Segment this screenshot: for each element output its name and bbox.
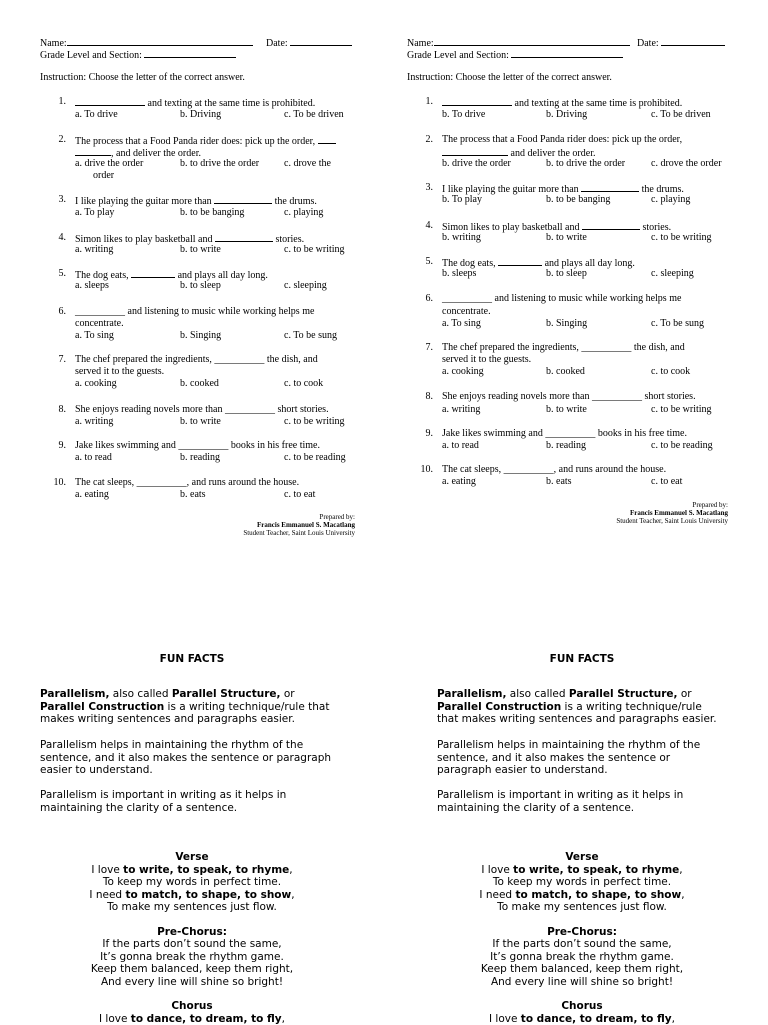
option-a[interactable]: a. To drive xyxy=(75,109,118,120)
question-number: 8. xyxy=(425,391,433,402)
question-number: 4. xyxy=(58,232,66,243)
grade-label: Grade Level and Section: xyxy=(407,50,509,61)
question-number: 7. xyxy=(58,354,66,365)
option-a[interactable]: a. cooking xyxy=(75,378,117,389)
teacher-name: Francis Emmanuel S. Macatlang xyxy=(257,521,355,529)
option-c[interactable]: c. drove the xyxy=(284,158,331,169)
question-number: 2. xyxy=(425,134,433,145)
option-b[interactable]: b. Driving xyxy=(546,109,588,120)
grade-line xyxy=(144,48,236,58)
date-field[interactable] xyxy=(637,36,725,50)
worksheet-left xyxy=(0,0,384,1024)
prepared-label: Prepared by: xyxy=(319,513,355,521)
option-c-wrap: order xyxy=(93,170,115,181)
option-a[interactable]: a. eating xyxy=(75,489,109,500)
teacher-role: Student Teacher, Saint Louis University xyxy=(616,517,728,525)
verse-heading: Verse xyxy=(175,851,209,863)
question-text: Simon likes to play basketball and stories. xyxy=(75,234,305,245)
option-c[interactable]: c. sleeping xyxy=(284,280,327,291)
option-b[interactable]: b. eats xyxy=(180,489,206,500)
name-label: Name: xyxy=(40,38,67,49)
verse-heading: Verse xyxy=(565,851,599,863)
option-a[interactable]: a. to read xyxy=(442,440,479,451)
question-number: 5. xyxy=(425,256,433,267)
question-text: The chef prepared the ingredients, __________ the dish, and xyxy=(442,342,685,353)
option-c[interactable]: c. to be reading xyxy=(651,440,713,451)
option-c[interactable]: c. to be writing xyxy=(284,244,345,255)
question-text: Simon likes to play basketball and stories. xyxy=(442,222,672,233)
option-a[interactable]: a. sleeps xyxy=(75,280,109,291)
question-text-line2: concentrate. xyxy=(75,318,124,329)
option-c[interactable]: c. to be reading xyxy=(284,452,346,463)
pre-chorus-heading: Pre-Chorus: xyxy=(157,925,227,938)
option-a[interactable]: a. writing xyxy=(442,404,481,415)
grade-field[interactable] xyxy=(40,48,236,62)
option-b[interactable]: b. reading xyxy=(546,440,586,451)
question-text: The dog eats, and plays all day long. xyxy=(75,270,268,281)
date-line xyxy=(290,36,352,46)
option-a[interactable]: a. eating xyxy=(442,476,476,487)
question-text: The cat sleeps, __________, and runs around the house. xyxy=(442,464,667,475)
date-field[interactable] xyxy=(266,36,352,50)
date-label: Date: xyxy=(637,38,659,49)
question-number: 3. xyxy=(58,194,66,205)
question-text: and texting at the same time is prohibited. xyxy=(75,96,315,110)
question-number: 5. xyxy=(58,268,66,279)
name-line xyxy=(67,36,253,46)
question-number: 9. xyxy=(58,440,66,451)
question-number: 7. xyxy=(425,342,433,353)
question-text: Jake likes swimming and __________ books in his free time. xyxy=(442,428,687,439)
question-text-line2: , and deliver the order. xyxy=(75,146,201,160)
question-text: She enjoys reading novels more than __________ short stories. xyxy=(442,391,696,402)
question-text: __________ and listening to music while working helps me xyxy=(75,306,315,317)
instruction: Instruction: Choose the letter of the correct answer. xyxy=(40,72,245,83)
option-c[interactable]: c. to eat xyxy=(284,489,316,500)
option-b[interactable]: b. to be banging xyxy=(180,207,245,218)
question-text: The cat sleeps, __________, and runs around the house. xyxy=(75,477,300,488)
fun-fact-paragraph-1: Parallelism, also called Parallel Structure, or Parallel Construction is a writing technique/rule that makes writing sentences and paragraphs easier. xyxy=(437,688,717,725)
question-text-line2: served it to the guests. xyxy=(442,354,532,365)
song-lyrics: Verse I love to write, to speak, to rhyme, To keep my words in perfect time. I need to match, to shape, to show, To make my sentences just flow. Pre-Chorus: If the parts don’t sound the same, It’s gonna break the rhythm game. Keep them balanced, keep them right, And every line will shine so bright! Chorus I love to dance, to dream, to fly, xyxy=(32,851,352,1025)
option-b[interactable]: b. to write xyxy=(180,244,221,255)
option-b[interactable]: b. to drive the order xyxy=(546,158,626,169)
option-c[interactable]: c. playing xyxy=(284,207,324,218)
option-a[interactable]: a. to read xyxy=(75,452,112,463)
option-a[interactable]: a. drive the order xyxy=(75,158,144,169)
question-text: The process that a Food Panda rider does: pick up the order, xyxy=(442,134,683,145)
option-a[interactable]: a. writing xyxy=(75,416,114,427)
question-text: The process that a Food Panda rider does: pick up the order, xyxy=(75,134,336,148)
option-a[interactable]: b. sleeps xyxy=(442,268,477,279)
question-text: The chef prepared the ingredients, __________ the dish, and xyxy=(75,354,318,365)
date-label: Date: xyxy=(266,38,288,49)
option-b[interactable]: b. Singing xyxy=(180,330,222,341)
option-a[interactable]: b. To drive xyxy=(442,109,486,120)
song-lyrics: Verse I love to write, to speak, to rhyme, To keep my words in perfect time. I need to match, to shape, to show, To make my sentences just flow. Pre-Chorus: If the parts don’t sound the same, It’s gonna break the rhythm game. Keep them balanced, keep them right, And every line will shine so bright! Chorus I love to dance, to dream, to fly, xyxy=(422,851,742,1025)
question-number: 6. xyxy=(58,306,66,317)
question-number: 6. xyxy=(425,293,433,304)
chorus-heading: Chorus xyxy=(561,1000,603,1012)
option-b[interactable]: b. to sleep xyxy=(180,280,221,291)
option-b[interactable]: b. reading xyxy=(180,452,220,463)
question-text: She enjoys reading novels more than __________ short stories. xyxy=(75,404,329,415)
option-b[interactable]: b. eats xyxy=(546,476,572,487)
option-c[interactable]: c. To be sung xyxy=(284,330,337,341)
name-label: Name: xyxy=(407,38,434,49)
option-b[interactable]: b. to write xyxy=(180,416,221,427)
fun-fact-paragraph-2: Parallelism helps in maintaining the rhythm of the sentence, and it also makes the sentence or paragraph easier to understand. xyxy=(437,739,701,776)
chorus-heading: Chorus xyxy=(171,1000,213,1012)
option-b[interactable]: b. cooked xyxy=(546,366,585,377)
option-a[interactable]: b. drive the order xyxy=(442,158,511,169)
question-text: I like playing the guitar more than the drums. xyxy=(75,196,317,207)
question-text: Jake likes swimming and __________ books in his free time. xyxy=(75,440,320,451)
question-number: 2. xyxy=(58,134,66,145)
option-b[interactable]: b. Singing xyxy=(546,318,588,329)
option-a[interactable]: a. To play xyxy=(75,207,115,218)
grade-label: Grade Level and Section: xyxy=(40,50,142,61)
prepared-by xyxy=(155,513,355,537)
fun-facts-title: FUN FACTS xyxy=(549,653,615,665)
option-b[interactable]: b. Driving xyxy=(180,109,222,120)
question-number: 10. xyxy=(420,464,433,475)
fun-fact-paragraph-2: Parallelism helps in maintaining the rhythm of the sentence, and it also makes the sentence or paragraph easier to understand. xyxy=(40,739,332,776)
option-b[interactable]: b. to sleep xyxy=(546,268,587,279)
question-number: 4. xyxy=(425,220,433,231)
date-line xyxy=(661,36,725,46)
option-c[interactable]: c. to eat xyxy=(651,476,683,487)
option-a[interactable]: a. writing xyxy=(75,244,114,255)
question-number: 10. xyxy=(53,477,66,488)
question-number: 1. xyxy=(425,96,433,107)
prepared-label: Prepared by: xyxy=(692,501,728,509)
option-c[interactable]: c. To be sung xyxy=(651,318,704,329)
question-text: I like playing the guitar more than the drums. xyxy=(442,184,684,195)
option-b[interactable]: b. to drive the order xyxy=(180,158,260,169)
option-a[interactable]: b. To play xyxy=(442,194,482,205)
question-number: 9. xyxy=(425,428,433,439)
fun-facts-title: FUN FACTS xyxy=(159,653,225,665)
name-line xyxy=(434,36,630,46)
option-c[interactable]: c. to cook xyxy=(651,366,691,377)
option-a[interactable]: a. To sing xyxy=(442,318,481,329)
question-text: The dog eats, and plays all day long. xyxy=(442,258,635,269)
teacher-name: Francis Emmanuel S. Macatlang xyxy=(630,509,728,517)
option-c[interactable]: c. to be writing xyxy=(284,416,345,427)
option-c[interactable]: c. sleeping xyxy=(651,268,694,279)
grade-line xyxy=(511,48,623,58)
option-c[interactable]: c. To be driven xyxy=(651,109,711,120)
question-text-line2: served it to the guests. xyxy=(75,366,165,377)
option-c[interactable]: c. to be writing xyxy=(651,404,712,415)
fun-fact-paragraph-1: Parallelism, also called Parallel Structure, or Parallel Construction is a writing technique/rule that makes writing sentences and paragraphs easier. xyxy=(40,688,330,725)
question-text-line2: concentrate. xyxy=(442,306,491,317)
grade-field[interactable] xyxy=(407,48,623,62)
option-b[interactable]: b. to write xyxy=(546,232,587,243)
option-b[interactable]: b. cooked xyxy=(180,378,219,389)
instruction: Instruction: Choose the letter of the correct answer. xyxy=(407,72,612,83)
question-number: 3. xyxy=(425,182,433,193)
option-c[interactable]: c. to be writing xyxy=(651,232,712,243)
option-c[interactable]: c. to cook xyxy=(284,378,324,389)
worksheet-right xyxy=(384,0,768,1024)
question-number: 1. xyxy=(58,96,66,107)
option-a[interactable]: a. cooking xyxy=(442,366,484,377)
question-text: __________ and listening to music while working helps me xyxy=(442,293,682,304)
option-b[interactable]: b. to write xyxy=(546,404,587,415)
fun-fact-paragraph-3: Parallelism is important in writing as it helps in maintaining the clarity of a sentence. xyxy=(437,789,684,814)
option-b[interactable]: b. to be banging xyxy=(546,194,611,205)
option-a[interactable]: a. To sing xyxy=(75,330,114,341)
option-c[interactable]: c. playing xyxy=(651,194,691,205)
fun-fact-paragraph-3: Parallelism is important in writing as it helps in maintaining the clarity of a sentence. xyxy=(40,789,287,814)
option-c[interactable]: c. drove the order xyxy=(651,158,722,169)
option-c[interactable]: c. To be driven xyxy=(284,109,344,120)
teacher-role: Student Teacher, Saint Louis University xyxy=(243,529,355,537)
pre-chorus-heading: Pre-Chorus: xyxy=(547,925,617,938)
prepared-by xyxy=(528,501,728,525)
option-a[interactable]: b. writing xyxy=(442,232,481,243)
question-text-line2: and deliver the order. xyxy=(442,146,595,160)
question-text: and texting at the same time is prohibited. xyxy=(442,96,682,110)
question-number: 8. xyxy=(58,404,66,415)
